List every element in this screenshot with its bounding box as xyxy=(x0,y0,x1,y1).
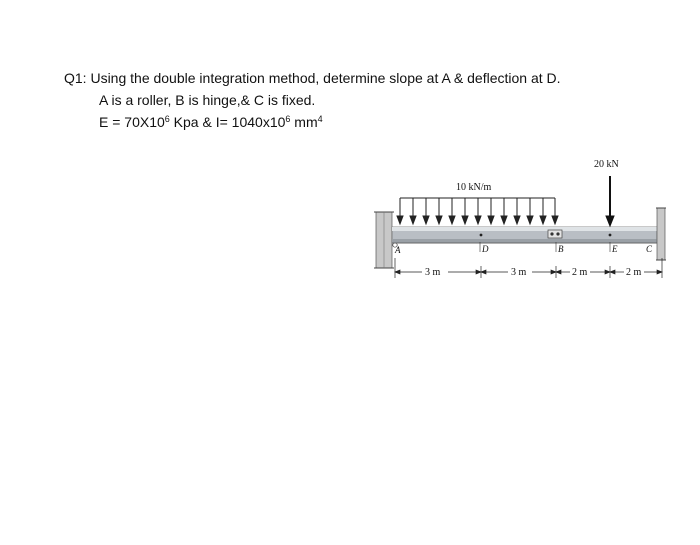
label-d: D xyxy=(482,244,489,254)
label-a: A xyxy=(395,245,401,255)
label-e: E xyxy=(612,244,618,254)
beam-figure xyxy=(370,150,670,285)
hinge-b xyxy=(548,230,562,238)
question-line-2: A is a roller, B is hinge,& C is fixed. xyxy=(99,92,316,108)
dim-be: 2 m xyxy=(572,267,588,278)
beam xyxy=(392,227,657,243)
e-exponent: 6 xyxy=(164,114,170,124)
e-value: E = 70X10 xyxy=(99,114,165,130)
dim-ec: 2 m xyxy=(626,267,642,278)
distributed-load-label: 10 kN/m xyxy=(456,182,492,193)
question-line-3 xyxy=(99,114,323,131)
question-line-1: Q1: Using the double integration method, determine slope at A & deflection at D. xyxy=(64,70,561,86)
i-value: Kpa & I= 1040x10 xyxy=(169,114,286,130)
i-exponent: 6 xyxy=(285,114,291,124)
i-unit: mm xyxy=(290,114,318,130)
dim-ad: 3 m xyxy=(425,267,441,278)
i-unit-exponent: 4 xyxy=(317,114,323,124)
label-b: B xyxy=(558,244,564,254)
distributed-load xyxy=(397,198,558,224)
point-load-arrow xyxy=(606,176,614,226)
label-c: C xyxy=(646,244,653,254)
fixed-support-c xyxy=(656,208,666,260)
point-load-label: 20 kN xyxy=(594,159,619,170)
dim-db: 3 m xyxy=(511,267,527,278)
